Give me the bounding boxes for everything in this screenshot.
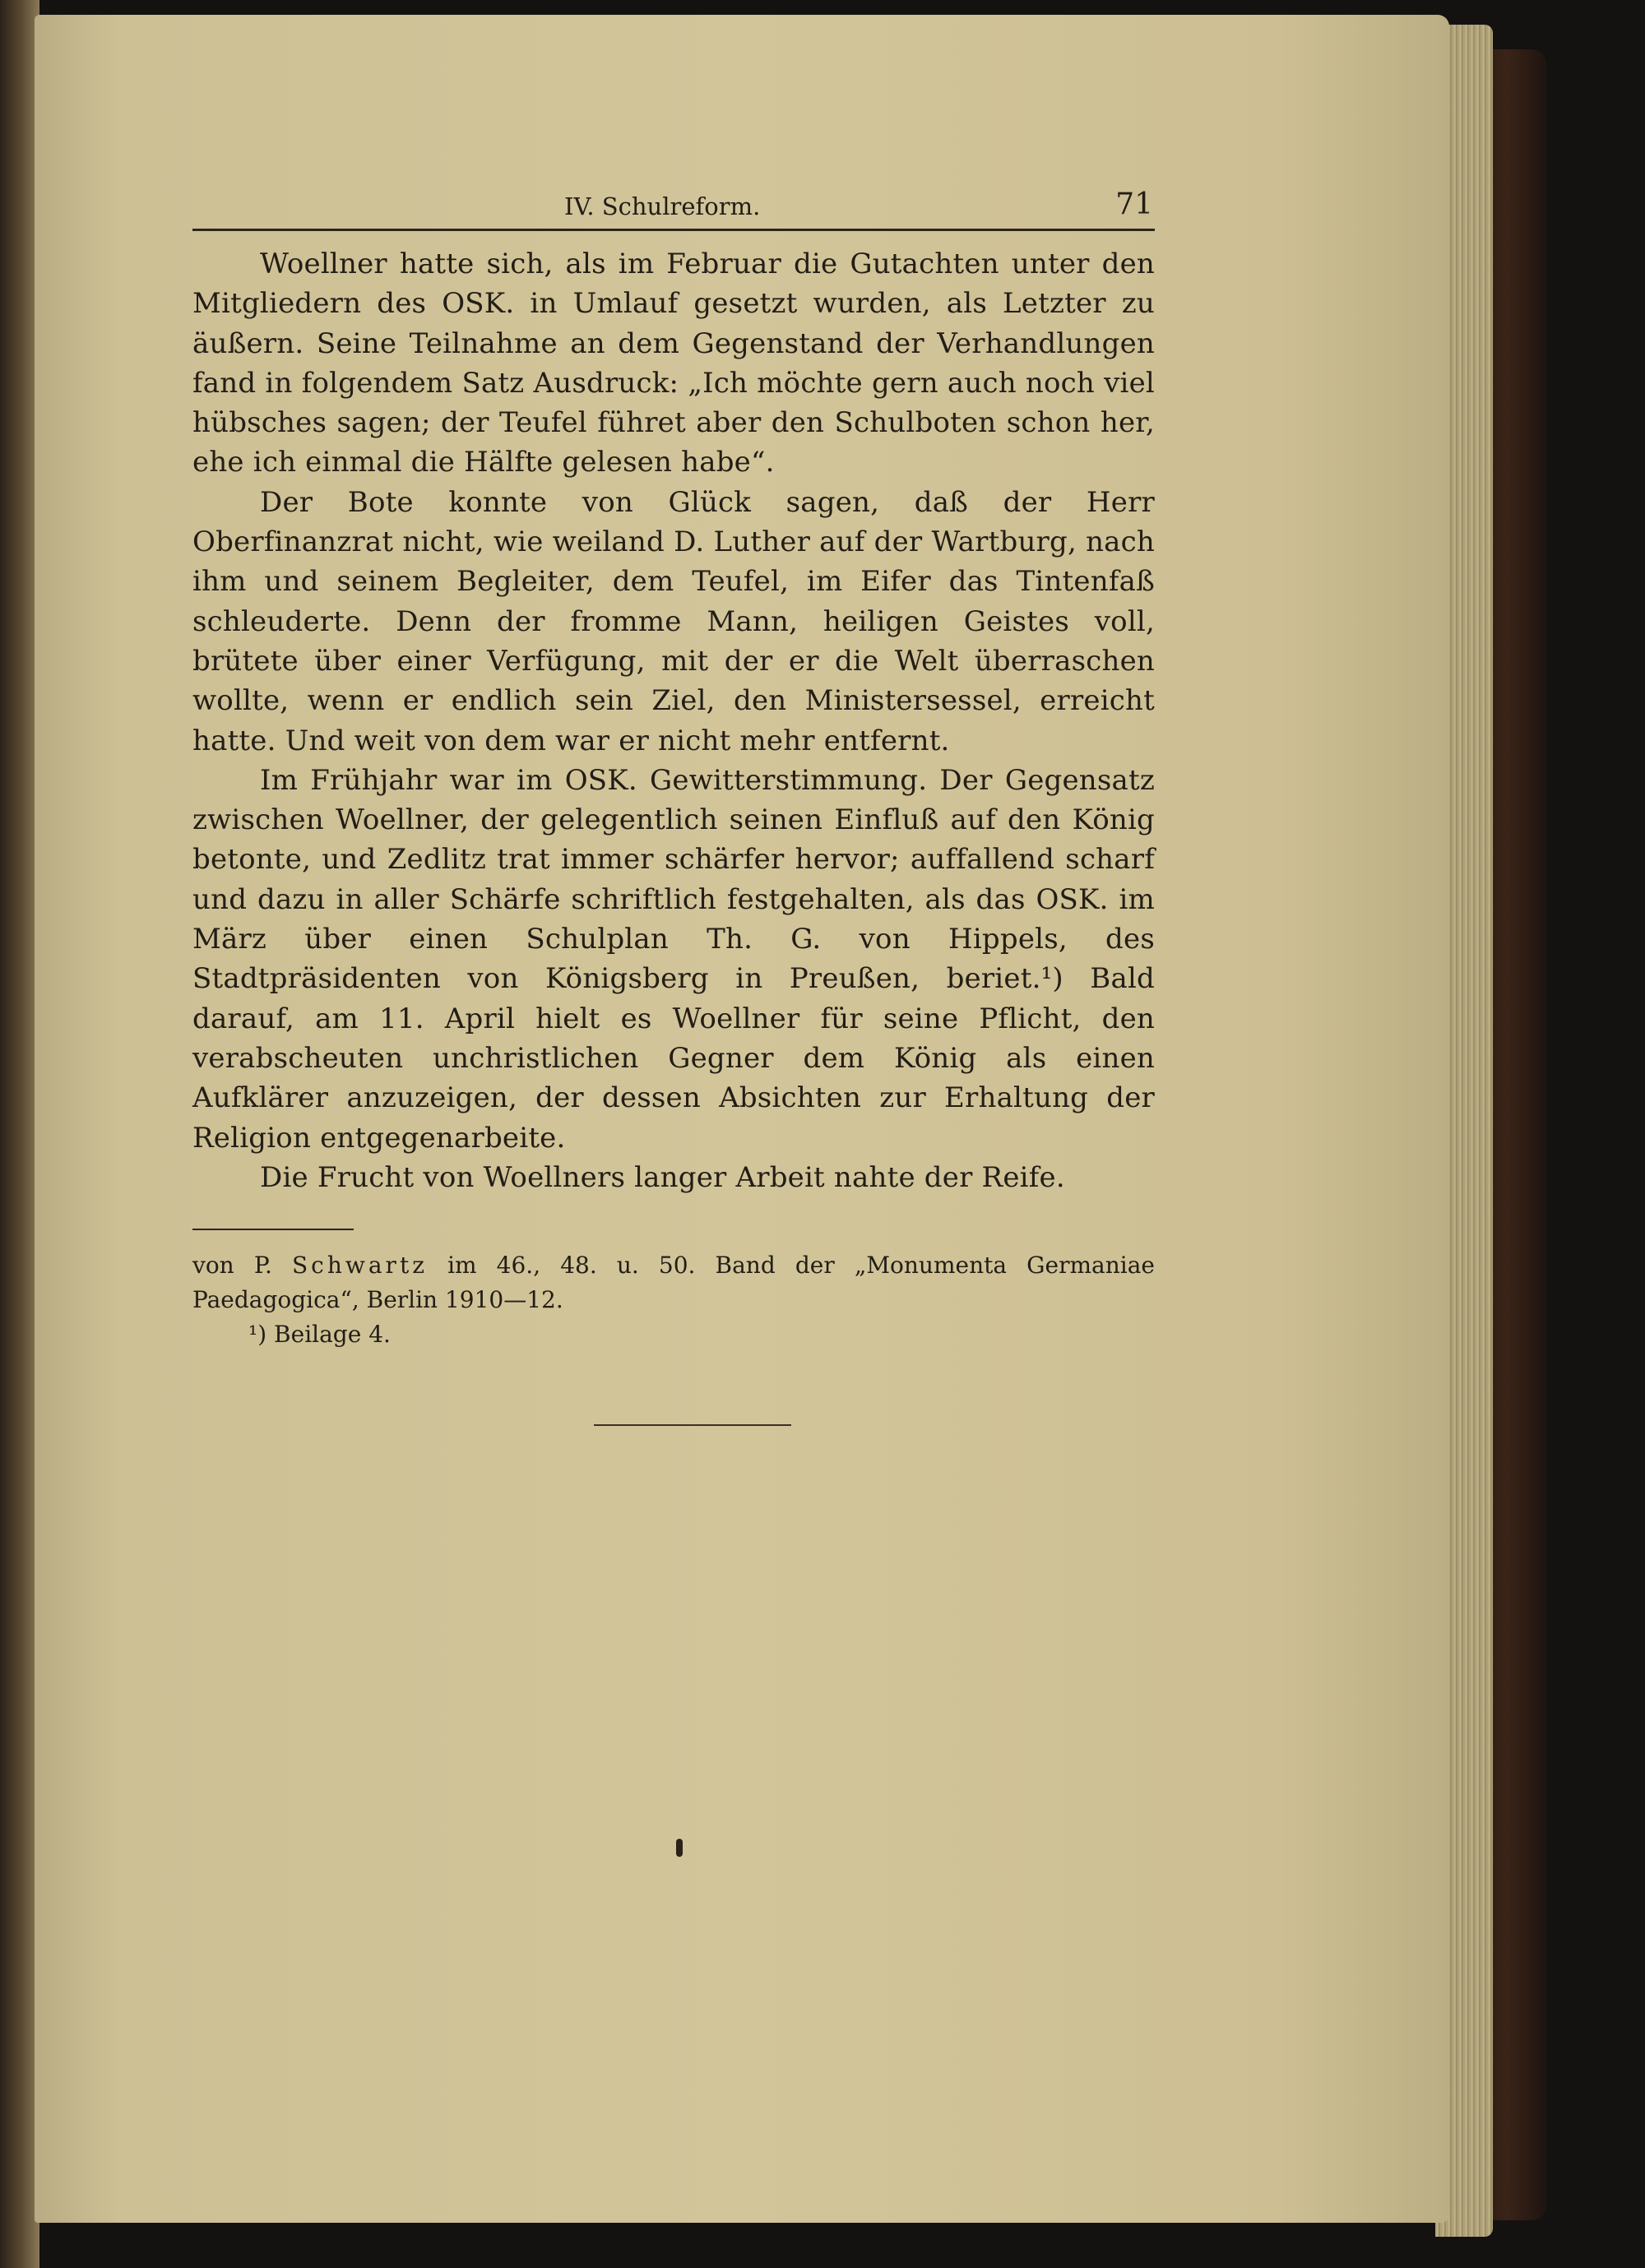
footnote-author: Schwartz xyxy=(292,1252,428,1280)
running-title: IV. Schulreform. xyxy=(564,192,761,220)
running-head xyxy=(192,181,1155,229)
footnote-1: ¹) Beilage 4. xyxy=(248,1321,391,1349)
footnote-text: im 46., 48. u. 50. Band der „Monumenta Germaniae Paedagogica“, Berlin 1910—12. xyxy=(192,1252,1155,1314)
ink-mark xyxy=(676,1839,683,1857)
footnote-prefix: von P. xyxy=(192,1252,272,1280)
header-rule xyxy=(192,229,1155,231)
paragraph: Im Frühjahr war im OSK. Gewitterstimmung. Der Gegensatz zwischen Woellner, der gelegentlich seinen Einfluß auf den König betonte, und Zedlitz trat immer schärfer hervor; auffallend scharf und dazu in aller Schärfe schriftlich festgehalten, als das OSK. im März über einen Schulplan Th. G. von Hippels, des Stadtpräsidenten von Königsberg in Preußen, beriet.¹) Bald darauf, am 11. April hielt es Woellner für seine Pflicht, den verabscheuten unchristlichen Gegner dem König als einen Aufklärer anzuzeigen, der dessen Absichten zur Erhaltung der Religion entgegenarbeite. xyxy=(192,763,1155,1155)
left-page-binding xyxy=(0,0,39,2268)
body-text xyxy=(192,244,1155,1197)
page-number: 71 xyxy=(1115,187,1153,221)
chapter-end-rule xyxy=(594,1424,791,1426)
paragraph: Die Frucht von Woellners langer Arbeit nahte der Reife. xyxy=(260,1160,1065,1194)
footnotes xyxy=(192,1248,1155,1352)
footnote-continuation xyxy=(192,1248,1155,1317)
footnote-rule xyxy=(192,1229,354,1230)
paragraph: Woellner hatte sich, als im Februar die Gutachten unter den Mitgliedern des OSK. in Umlauf gesetzt wurden, als Letzter zu äußern. Seine Teilnahme an dem Gegenstand der Verhandlungen fand in folgendem Satz Ausdruck: „Ich möchte gern auch noch viel hübsches sagen; der Teufel führet aber den Schulboten schon her, ehe ich einmal die Hälfte gelesen habe“. xyxy=(192,248,1155,479)
page-content xyxy=(192,181,1155,1352)
paragraph: Der Bote konnte von Glück sagen, daß der Herr Oberfinanzrat nicht, wie weiland D. Luther auf der Wartburg, nach ihm und seinem Begleiter, dem Teufel, im Eifer das Tintenfaß schleuderte. Denn der fromme Mann, heiligen Geistes voll, brütete über einer Verfügung, mit der er die Welt überraschen wollte, wenn er endlich sein Ziel, den Ministersessel, erreicht hatte. Und weit von dem war er nicht mehr entfernt. xyxy=(192,485,1155,757)
